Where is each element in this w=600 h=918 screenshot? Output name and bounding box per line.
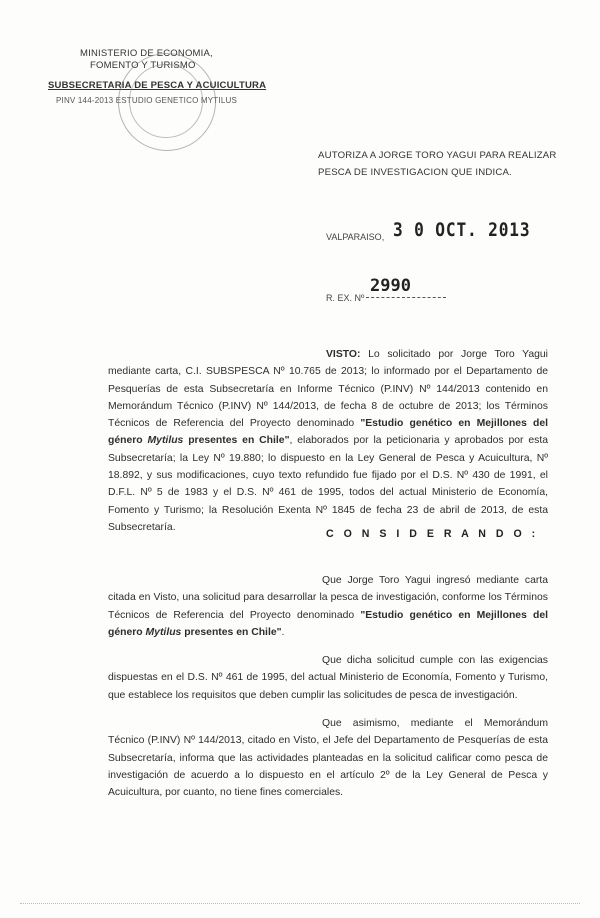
visto-project-1: "Estudio genético en Mejillones del género [108, 418, 548, 447]
c1-end: . [281, 626, 285, 638]
page-bottom-edge [20, 903, 580, 904]
file-reference: PINV 144-2013 ESTUDIO GENETICO MYTILUS [56, 96, 237, 105]
considerando-1 [108, 572, 548, 641]
document-subject: AUTORIZA A JORGE TORO YAGUI PARA REALIZAR PESCA DE INVESTIGACION QUE INDICA. [318, 150, 557, 178]
visto-text-1: Lo solicitado por Jorge Toro Yagui mediante carta, C.I. SUBSPESCA Nº 10.765 de 2013; lo informado por el Departamento de Pesquerías de esta Subsecretaría en Informe Técnico (P.INV) Nº 144/2013 contenido en Memorándum Técnico (P.INV) Nº 144/2013, de fecha 8 de octubre de 2013; los Términos Técnicos de Referencia del Proyecto denominado [108, 349, 548, 430]
c1-genus: Mytilus [145, 626, 182, 638]
c1-project-2: presentes en Chile" [181, 626, 282, 638]
visto-genus: Mytilus [147, 435, 184, 447]
considerando-3 [108, 715, 548, 801]
considerando-2 [108, 652, 548, 704]
c2-text: Que dicha solicitud cumple con las exigencias dispuestas en el D.S. Nº 461 de 1995, del actual Ministerio de Economía, Fomento y Turismo, que establece los requisitos que deben cumplir las solicitudes de pesca de investigación. [108, 655, 548, 701]
place-label: VALPARAISO, [326, 232, 385, 242]
c3-text: Que asimismo, mediante el Memorándum Técnico (P.INV) Nº 144/2013, citado en Visto, el Jefe del Departamento de Pesquerías de esta Subsecretaría, informa que las actividades planteadas en la solicitud calificar como pesca de investigación de acuerdo a lo dispuesto en el artículo 2º de la Ley General de Pesca y Acuicultura, por cuanto, no tiene fines comerciales. [108, 718, 548, 799]
visto-project-2: presentes en Chile" [183, 435, 290, 447]
document-date: 3 0 OCT. 2013 [393, 219, 531, 241]
resolution-label: R. EX. Nº [326, 293, 365, 303]
ministry-name-line2: FOMENTO Y TURISMO [90, 60, 196, 71]
resolution-number: 2990 [370, 276, 411, 296]
c1-text: Que Jorge Toro Yagui ingresó mediante carta citada en Visto, una solicitud para desarrollar la pesca de investigación, conforme los Términos Técnicos de Referencia del Proyecto denominado [108, 575, 548, 621]
considerando-heading: C O N S I D E R A N D O : [326, 528, 539, 540]
c1-project-1: "Estudio genético en Mejillones del género [108, 609, 548, 638]
official-seal [118, 53, 216, 151]
visto-text-2: , elaborados por la peticionaria y aprobados por esta Subsecretaría; la Ley Nº 19.880; lo dispuesto en la Ley General de Pesca y Acuicultura, Nº 18.892, y sus modificaciones, cuyo texto refundido fue fijado por el D.S. Nº 430 de 1991, el D.F.L. Nº 5 de 1983 y el D.S. Nº 461 de 1995, todos del actual Ministerio de Economía, Fomento y Turismo; la Resolución Exenta Nº 1845 de fecha 23 de abril de 2013, de esta Subsecretaría. [108, 435, 548, 533]
resolution-underline [366, 297, 446, 298]
visto-paragraph [108, 346, 548, 536]
subsecretaria-name: SUBSECRETARIA DE PESCA Y ACUICULTURA [48, 80, 267, 91]
ministry-name: MINISTERIO DE ECONOMIA, [80, 48, 213, 59]
visto-lead: VISTO: [326, 349, 361, 360]
